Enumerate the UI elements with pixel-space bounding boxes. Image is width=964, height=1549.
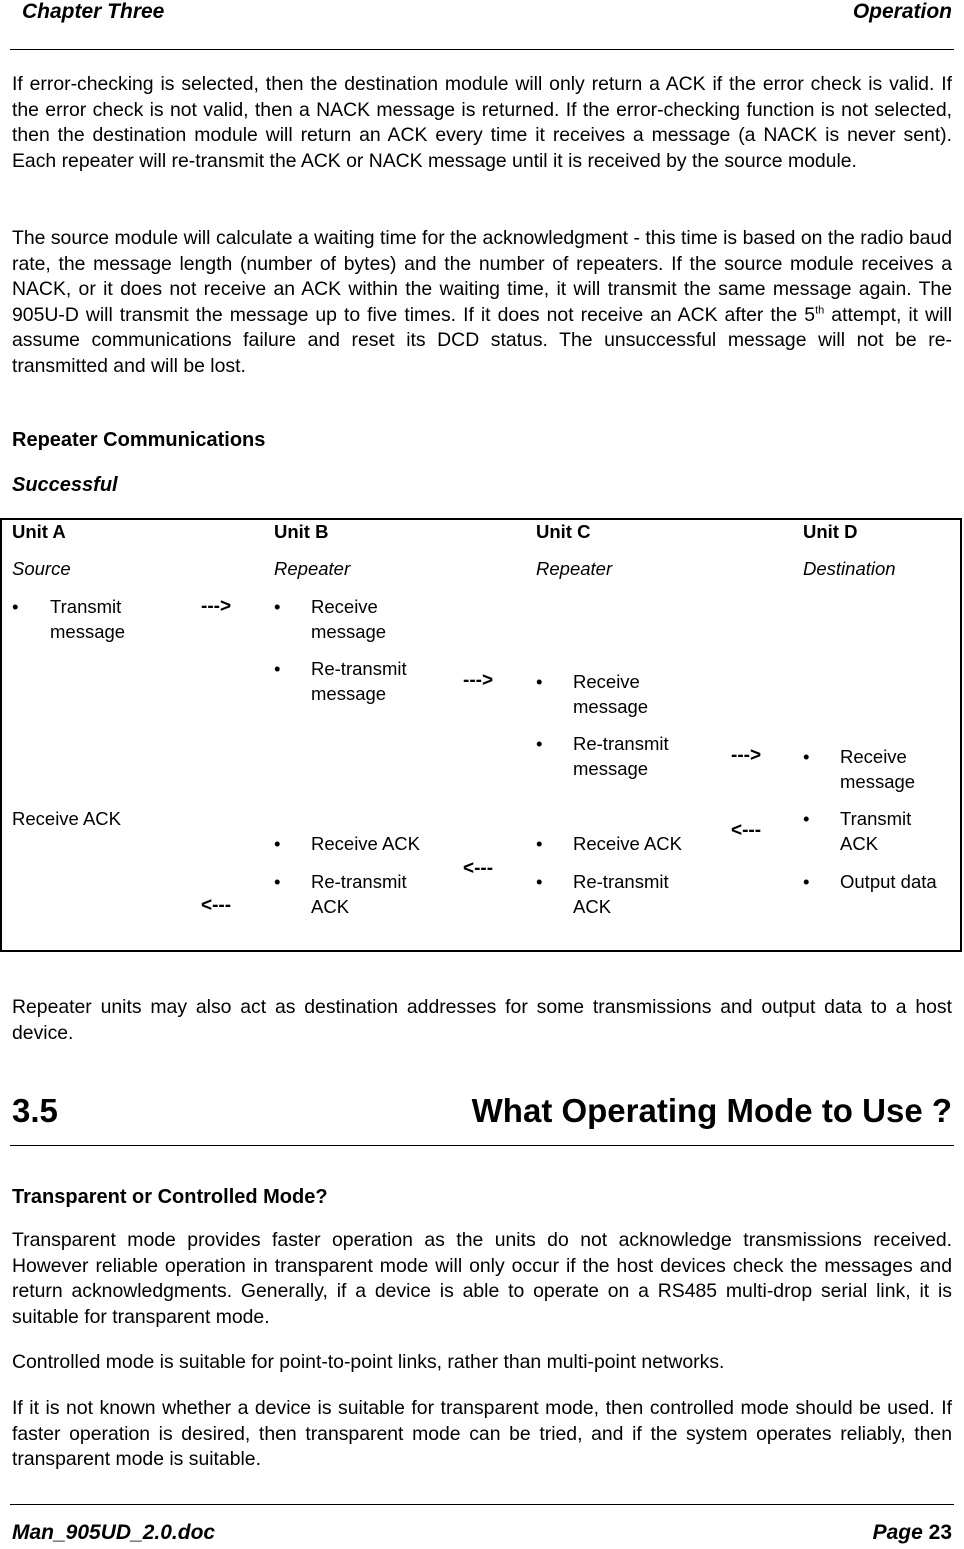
unit-d-role: Destination	[803, 558, 896, 579]
arrow-b-to-a: <---	[201, 895, 232, 916]
bullet: •	[803, 808, 810, 829]
a-receive-ack: Receive ACK	[12, 808, 121, 829]
section-title: Operation	[852, 0, 952, 23]
d-output-data: Output data	[840, 871, 937, 892]
arrow-d-to-c: <---	[731, 820, 762, 841]
b-retransmit-ack-line1: Re-transmit	[311, 871, 407, 892]
arrow-b-to-c: --->	[463, 670, 494, 691]
a-transmit-line1: Transmit	[50, 596, 122, 617]
heading-repeater-communications: Repeater Communications	[12, 429, 266, 451]
paragraph-unknown-device: If it is not known whether a device is suitable for transparent mode, then controlled mode should be used. If faster operation is desired, then transparent mode can be tried, and if the system operates reliably, then transparent mode is suitable.	[12, 1397, 952, 1470]
header-rule	[10, 49, 954, 50]
unit-d-name: Unit D	[803, 521, 858, 542]
c-retransmit-line2: message	[573, 758, 649, 779]
unit-a-role: Source	[12, 558, 71, 579]
heading-transparent-controlled: Transparent or Controlled Mode?	[12, 1186, 328, 1208]
page-label: Page	[872, 1521, 923, 1544]
section-number: 3.5	[12, 1092, 58, 1129]
bullet: •	[274, 658, 281, 679]
bullet: •	[536, 871, 543, 892]
bullet: •	[274, 596, 281, 617]
heading-successful: Successful	[12, 474, 118, 496]
paragraph-transparent-mode: Transparent mode provides faster operation as the units do not acknowledge transmissions received. However reliable operation in transparent mode will only occur if the host devices check the messages and return acknowledgments. Generally, if a device is able to operate on a RS485 multi-drop serial link, it is suitable for transparent mode.	[12, 1229, 952, 1328]
paragraph-waiting-time-a: The source module will calculate a waiting time for the acknowledgment - this time is based on the radio baud rate, the message length (number of bytes) and the number of repeaters. If the source module receives a NACK, or it does not receive an ACK within the waiting time, it will transmit the same message again. The 905U-D will transmit the message up to five times. If it does not receive an ACK after the 5	[12, 227, 952, 326]
footer-rule	[10, 1504, 954, 1505]
chapter-title: Chapter Three	[22, 0, 165, 23]
section-heading: What Operating Mode to Use ?	[471, 1092, 952, 1129]
bullet: •	[536, 833, 543, 854]
arrow-a-to-b: --->	[201, 596, 232, 617]
paragraph-controlled-mode: Controlled mode is suitable for point-to-point links, rather than multi-point networks.	[12, 1351, 725, 1373]
b-receive-line1: Receive	[311, 596, 378, 617]
c-receive-line1: Receive	[573, 671, 640, 692]
bullet: •	[803, 871, 810, 892]
section-rule	[10, 1145, 954, 1146]
d-transmit-line1: Transmit	[840, 808, 912, 829]
document-filename: Man_905UD_2.0.doc	[12, 1521, 216, 1544]
superscript-th: th	[815, 304, 825, 317]
arrow-c-to-b: <---	[463, 858, 494, 879]
paragraph-error-checking: If error-checking is selected, then the destination module will only return a ACK if the error check is valid. If the error check is not valid, then a NACK message is returned. If the error-checking function is not selected, then the destination module will return an ACK every time it receives a message (a NACK is never sent). Each repeater will re-transmit the ACK or NACK message until it is received by the source module.	[12, 73, 952, 172]
unit-b-role: Repeater	[274, 558, 351, 579]
a-transmit-line2: message	[50, 621, 126, 642]
b-receive-line2: message	[311, 621, 387, 642]
d-transmit-line2: ACK	[840, 833, 879, 854]
bullet: •	[536, 733, 543, 754]
bullet: •	[274, 871, 281, 892]
paragraph-waiting-time	[12, 226, 952, 379]
page-num: 23	[928, 1521, 952, 1544]
page-number	[873, 1521, 952, 1545]
c-receive-ack: Receive ACK	[573, 833, 682, 854]
paragraph-repeater-destination: Repeater units may also act as destination addresses for some transmissions and output data to a host device.	[12, 996, 952, 1044]
d-receive-line2: message	[840, 771, 916, 792]
c-retransmit-line1: Re-transmit	[573, 733, 669, 754]
b-retransmit-ack-line2: ACK	[311, 896, 350, 917]
bullet: •	[274, 833, 281, 854]
b-retransmit-line2: message	[311, 683, 387, 704]
unit-c-name: Unit C	[536, 521, 591, 542]
unit-a-name: Unit A	[12, 521, 66, 542]
b-receive-ack: Receive ACK	[311, 833, 420, 854]
unit-c-role: Repeater	[536, 558, 613, 579]
c-retransmit-ack-line1: Re-transmit	[573, 871, 669, 892]
bullet: •	[12, 596, 19, 617]
bullet: •	[803, 746, 810, 767]
unit-b-name: Unit B	[274, 521, 329, 542]
paragraph-waiting-time-b: attempt, it will assume communications failure and reset its DCD status. The unsuccessful message will not be re-transmitted and will be lost.	[12, 303, 952, 377]
arrow-c-to-d: --->	[731, 745, 762, 766]
bullet: •	[536, 671, 543, 692]
d-receive-line1: Receive	[840, 746, 907, 767]
c-retransmit-ack-line2: ACK	[573, 896, 612, 917]
c-receive-line2: message	[573, 696, 649, 717]
b-retransmit-line1: Re-transmit	[311, 658, 407, 679]
